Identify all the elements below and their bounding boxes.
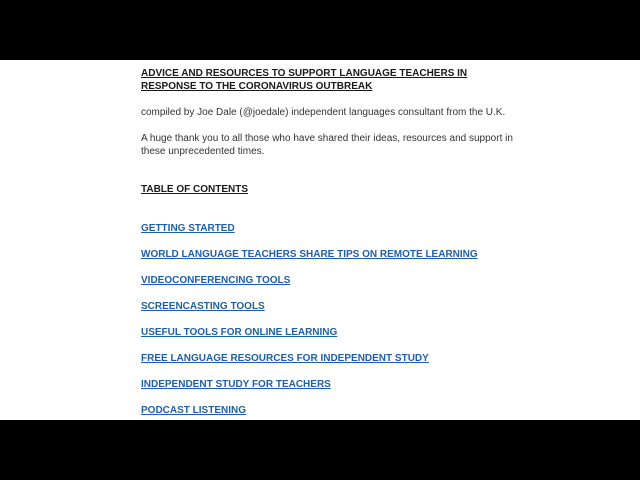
toc-link-independent-study-teachers[interactable]: INDEPENDENT STUDY FOR TEACHERS (141, 379, 331, 390)
toc-heading: TABLE OF CONTENTS (141, 184, 249, 195)
document-title (141, 67, 467, 93)
title-line-1: ADVICE AND RESOURCES TO SUPPORT LANGUAGE TEACHERS IN (141, 68, 468, 79)
toc-link-podcast-listening[interactable]: PODCAST LISTENING (141, 405, 247, 416)
toc-link-videoconferencing-tools[interactable]: VIDEOCONFERENCING TOOLS (141, 275, 291, 286)
toc-link-getting-started[interactable]: GETTING STARTED (141, 223, 235, 234)
thanks-line-2: these unprecedented times. (141, 146, 265, 157)
document-page (0, 60, 640, 420)
toc-link-world-language-teachers[interactable]: WORLD LANGUAGE TEACHERS SHARE TIPS ON REMOTE LEARNING (141, 249, 478, 260)
thanks-paragraph (141, 132, 513, 158)
toc-link-screencasting-tools[interactable]: SCREENCASTING TOOLS (141, 301, 265, 312)
toc-link-useful-tools[interactable]: USEFUL TOOLS FOR ONLINE LEARNING (141, 327, 338, 338)
byline: compiled by Joe Dale (@joedale) independent languages consultant from the U.K. (141, 107, 506, 118)
toc-link-free-language-resources[interactable]: FREE LANGUAGE RESOURCES FOR INDEPENDENT STUDY (141, 353, 429, 364)
thanks-line-1: A huge thank you to all those who have shared their ideas, resources and support in (141, 133, 513, 144)
title-line-2: RESPONSE TO THE CORONAVIRUS OUTBREAK (141, 81, 373, 92)
